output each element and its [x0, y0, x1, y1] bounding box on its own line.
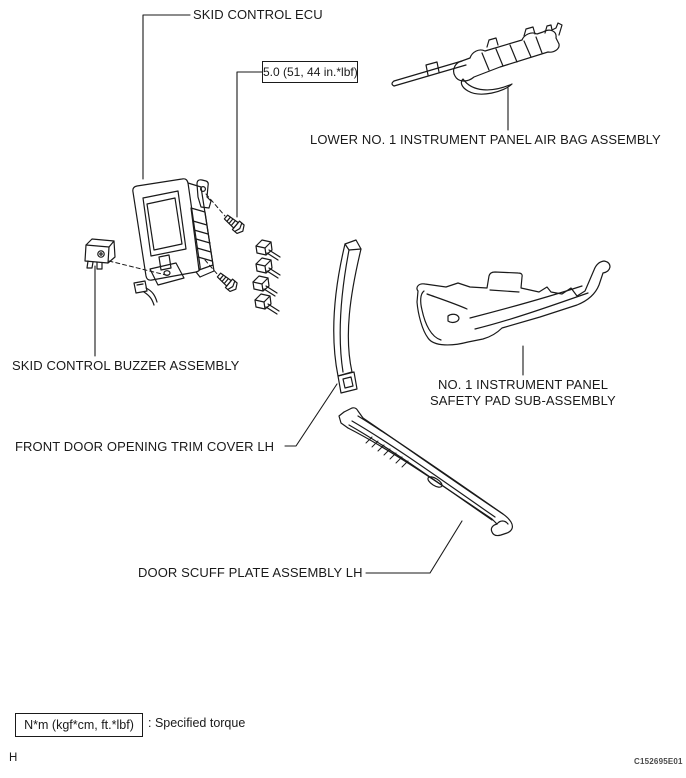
callout-lower-airbag: LOWER NO. 1 INSTRUMENT PANEL AIR BAG ASSEMBLY: [310, 132, 661, 147]
leader-lines: [95, 15, 523, 573]
airbag-drawing: [392, 23, 562, 94]
callout-safety-pad-line2: SAFETY PAD SUB-ASSEMBLY: [430, 393, 616, 408]
trim-cover-drawing: [334, 240, 361, 393]
figure-code: C152695E01: [634, 757, 683, 766]
callout-safety-pad-line1: NO. 1 INSTRUMENT PANEL: [438, 377, 609, 392]
pigtail-connector-drawing: [134, 281, 157, 305]
alignment-dashed-lines: [109, 194, 225, 276]
bolt-lower-drawing: [215, 271, 239, 294]
wire-connectors-drawing: [253, 240, 280, 314]
torque-legend-symbol: N*m (kgf*cm, ft.*lbf): [24, 718, 134, 732]
callout-trim-cover: FRONT DOOR OPENING TRIM COVER LH: [15, 439, 275, 454]
skid-control-ecu-drawing: [133, 179, 214, 285]
callout-safety-pad: [430, 377, 616, 409]
torque-legend-box: [15, 713, 143, 737]
callout-buzzer: SKID CONTROL BUZZER ASSEMBLY: [12, 358, 240, 373]
scuff-plate-drawing: [339, 408, 512, 536]
page-marker: H: [9, 752, 18, 764]
torque-spec-value: 5.0 (51, 44 in.*lbf): [263, 65, 358, 79]
callout-scuff-plate: DOOR SCUFF PLATE ASSEMBLY LH: [138, 565, 363, 580]
buzzer-drawing: [85, 239, 115, 269]
torque-legend-meaning: : Specified torque: [148, 716, 246, 730]
bolt-upper-drawing: [222, 213, 246, 236]
safety-pad-drawing: [417, 261, 610, 345]
torque-spec-box: [262, 61, 358, 83]
callout-skid-control-ecu: SKID CONTROL ECU: [193, 7, 323, 22]
